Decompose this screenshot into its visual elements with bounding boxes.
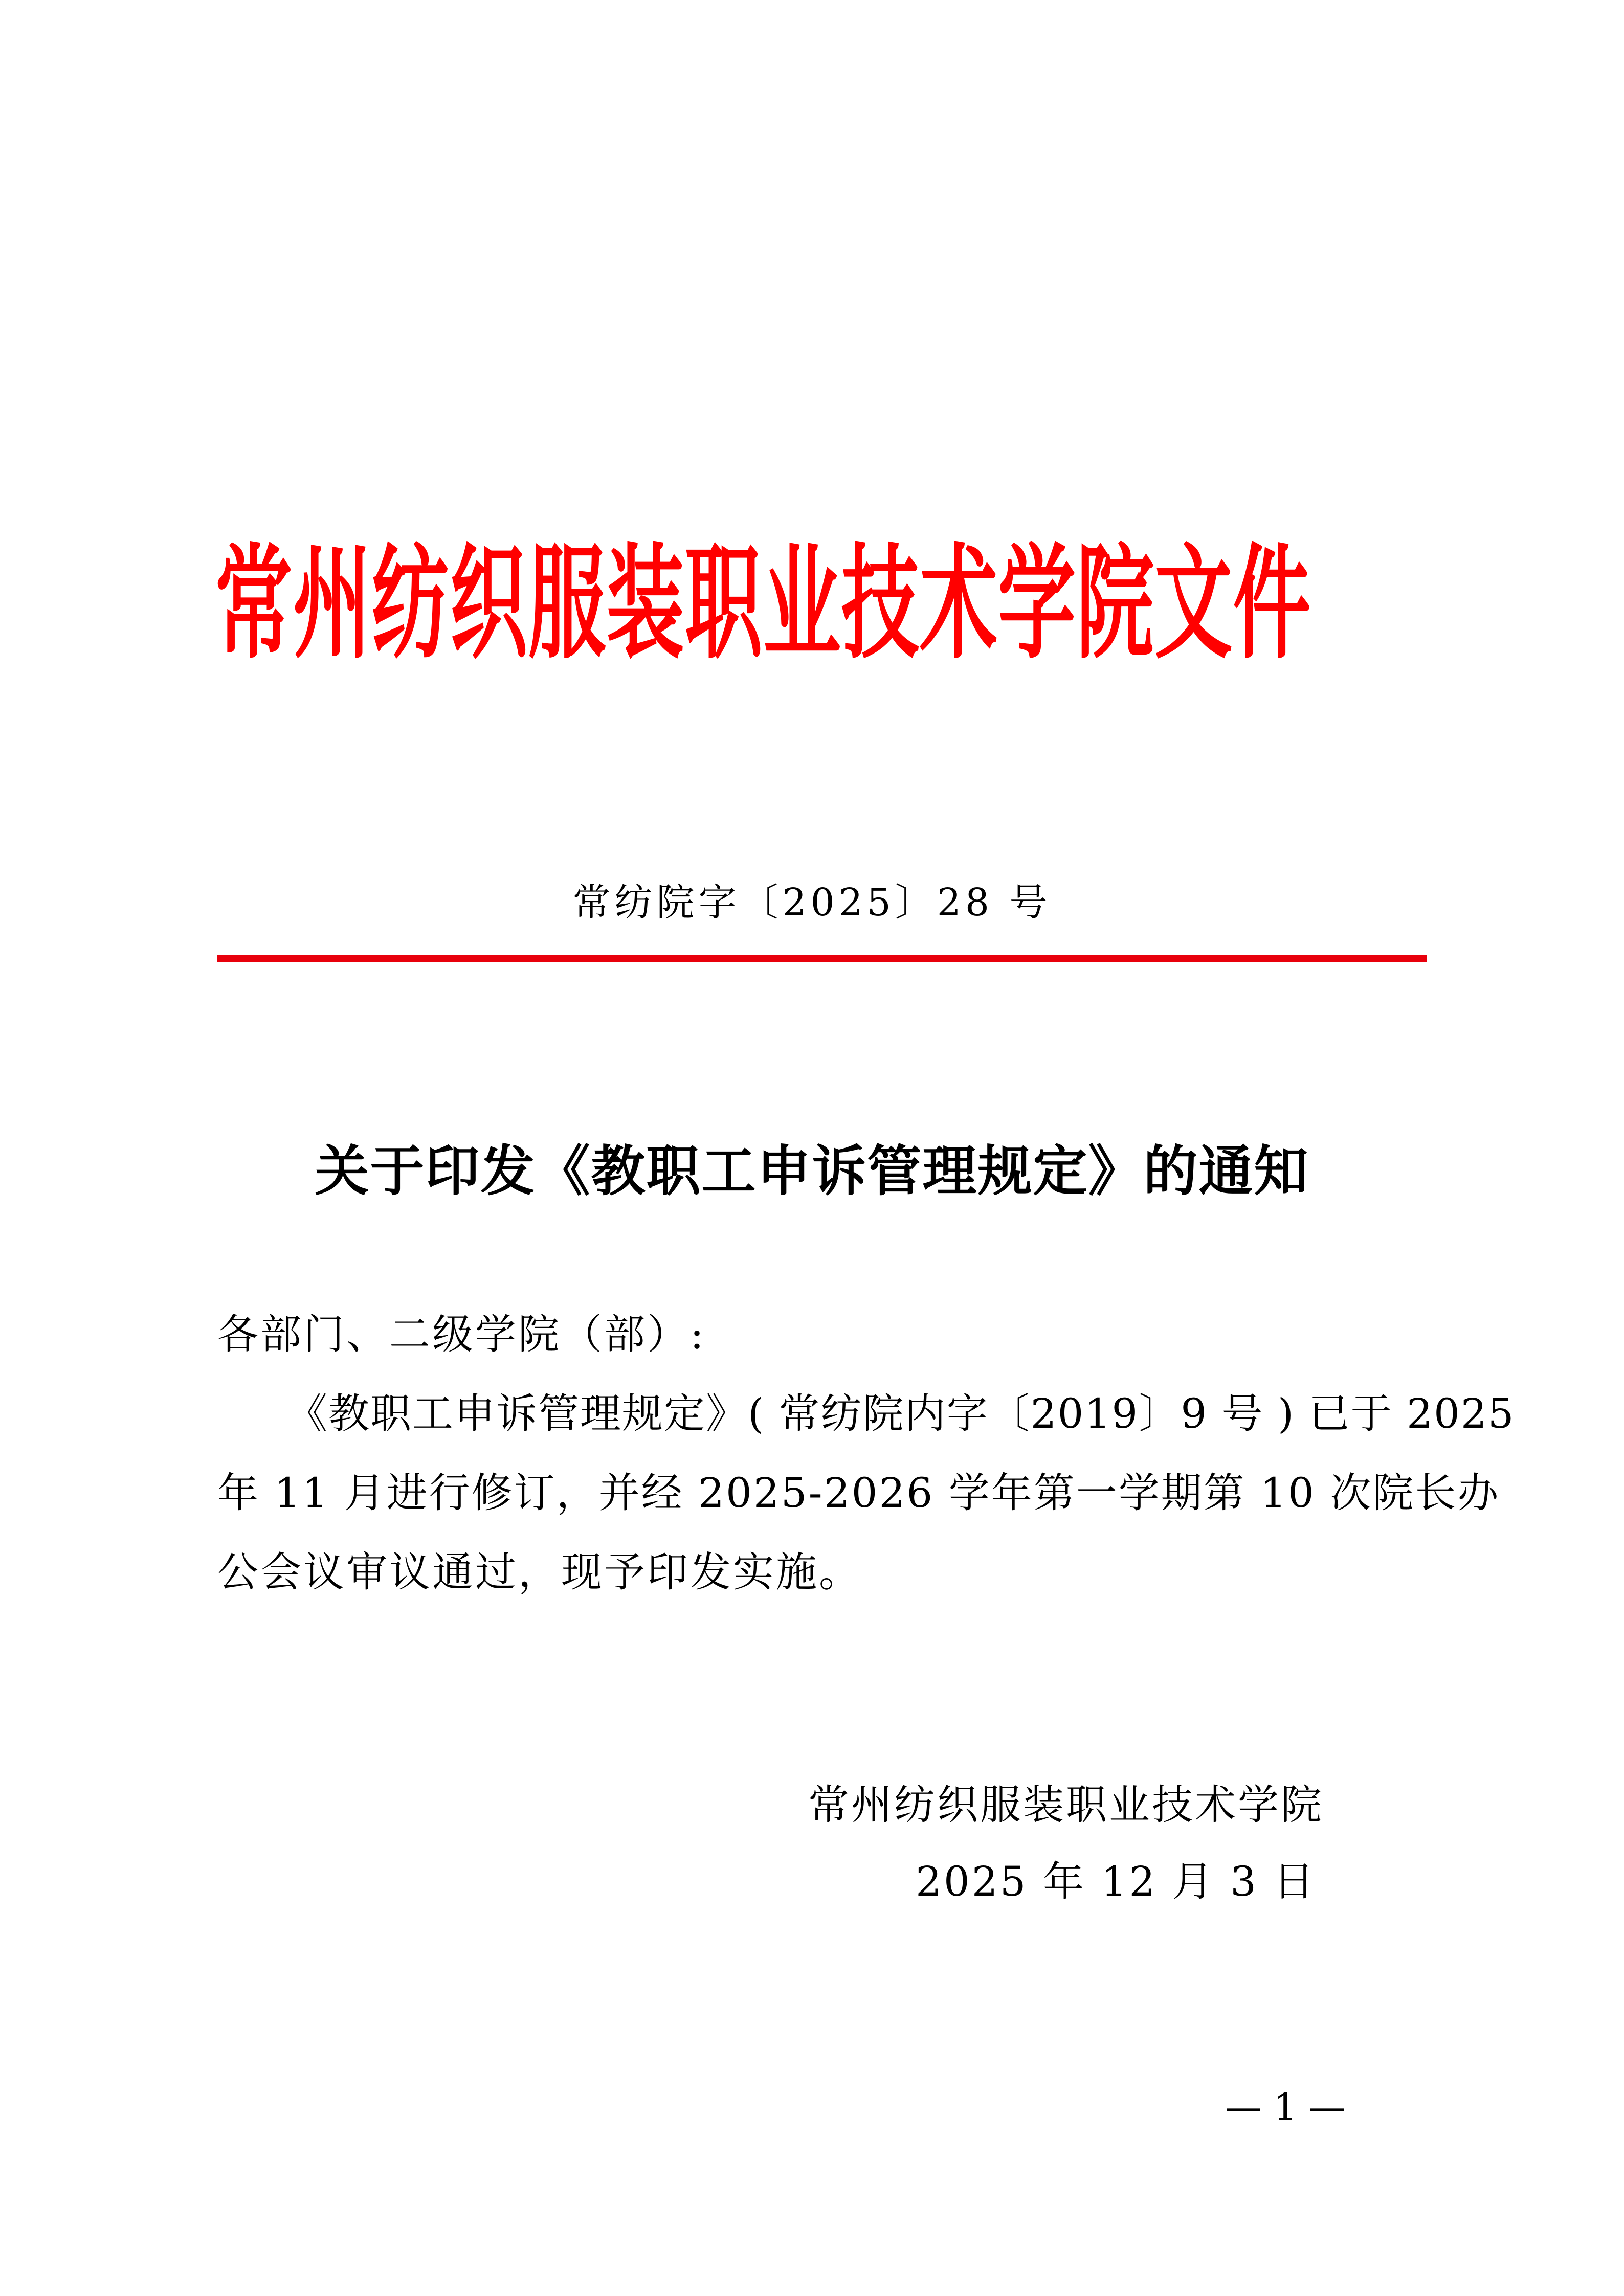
notice-title: 关于印发《教职工申诉管理规定》的通知 [315, 1139, 1309, 1203]
signature-date: 2025 年 12 月 3 日 [916, 1858, 1317, 1905]
body-paragraph-line-1: 《教职工申诉管理规定》( 常纺院内字〔2019〕9 号 ) 已于 2025 [286, 1390, 1515, 1437]
red-divider-line [217, 955, 1427, 962]
signature-organization: 常州纺织服装职业技术学院 [808, 1781, 1324, 1829]
page-number: — 1 — [1225, 2085, 1346, 2128]
body-paragraph-line-2: 年 11 月进行修订，并经 2025-2026 学年第一学期第 10 次院长办 [217, 1469, 1500, 1517]
document-header-title: 常州纺织服装职业技术学院文件 [215, 532, 1311, 676]
addressee-line: 各部门、二级学院（部）: [217, 1311, 706, 1358]
body-paragraph-line-3: 公会议审议通过，现予印发实施。 [217, 1548, 862, 1596]
document-number: 常纺院字〔2025〕28 号 [572, 881, 1052, 925]
